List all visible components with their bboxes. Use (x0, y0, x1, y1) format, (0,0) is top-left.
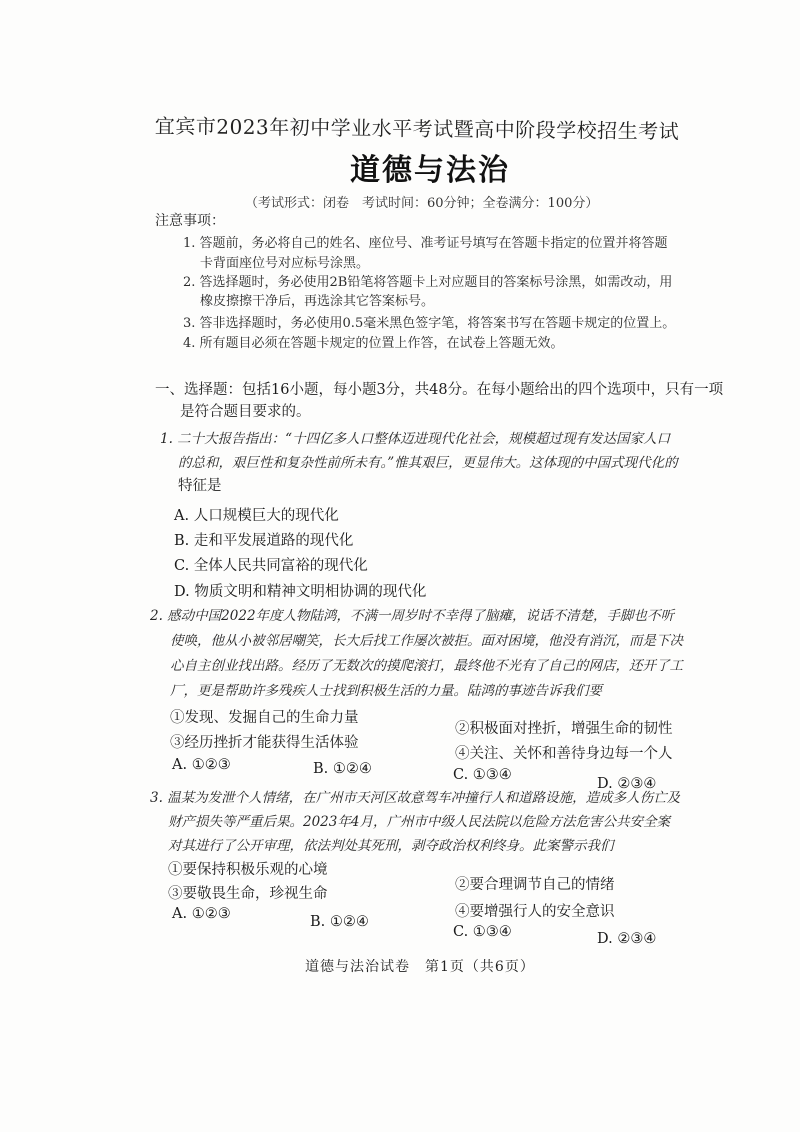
note-item-3: 3. 答非选择题时，务必使用0.5毫米黑色签字笔，将答案书写在答题卡规定的位置上。 (183, 316, 676, 331)
q3-statement-1: ①要保持积极乐观的心境 (168, 862, 328, 878)
q2-statement-1: ①发现、发掘自己的生命力量 (170, 710, 359, 726)
q3-statement-2: ②要合理调节自己的情绪 (455, 877, 615, 893)
notes-heading: 注意事项： (155, 213, 225, 229)
q2-option-c: C. ①③④ (453, 767, 512, 783)
q3-option-c: C. ①③④ (453, 924, 512, 940)
q3-option-a: A. ①②③ (172, 906, 231, 922)
section-heading: 一、选择题：包括16小题，每小题3分，共48分。在每小题给出的四个选项中，只有一项 (155, 382, 724, 398)
note-item-2-cont: 橡皮擦擦干净后，再选涂其它答案标号。 (200, 294, 435, 309)
note-item-2: 2. 答选择题时，务必使用2B铅笔将答题卡上对应题目的答案标号涂黑，如需改动，用 (183, 275, 673, 290)
q3-stem-line3: 对其进行了公开审理，依法判处其死刑，剥夺政治权利终身。此案警示我们 (168, 838, 614, 854)
page-footer: 道德与法治试卷 第1页（共6页） (305, 959, 535, 975)
q3-stem-line1: 3. 温某为发泄个人情绪，在广州市天河区故意驾车冲撞行人和道路设施，造成多人伤亡及 (150, 790, 681, 806)
section-heading-cont: 是符合题目要求的。 (180, 404, 311, 420)
q2-stem-line1: 2. 感动中国2022年度人物陆鸿，不满一周岁时不幸得了脑瘫，说话不清楚，手脚也不听 (150, 608, 675, 624)
q1-stem-line3: 特征是 (178, 478, 222, 494)
q2-stem-line3: 心自主创业找出路。经历了无数次的摸爬滚打，最终他不光有了自己的网店，还开了工 (170, 658, 683, 674)
q2-option-b: B. ①②④ (313, 761, 372, 777)
q2-statement-2: ②积极面对挫折，增强生命的韧性 (455, 721, 673, 737)
exam-meta: （考试形式：闭卷 考试时间：60分钟；全卷满分：100分） (245, 196, 599, 211)
q1-option-c: C. 全体人民共同富裕的现代化 (174, 558, 368, 574)
subject-title: 道德与法治 (350, 153, 510, 188)
q1-option-b: B. 走和平发展道路的现代化 (174, 533, 354, 549)
q3-stem-line2: 财产损失等严重后果。2023年4月，广州市中级人民法院以危险方法危害公共安全案 (168, 814, 670, 830)
note-item-1: 1. 答题前，务必将自己的姓名、座位号、准考证号填写在答题卡指定的位置并将答题 (183, 236, 668, 251)
q2-stem-line4: 厂，更是帮助许多残疾人士找到积极生活的力量。陆鸿的事迹告诉我们要 (170, 683, 602, 699)
q2-stem-line2: 使唤，他从小被邻居嘲笑，长大后找工作屡次被拒。面对困境，他没有消沉，而是下决 (170, 633, 683, 649)
q1-option-d: D. 物质文明和精神文明相协调的现代化 (174, 584, 427, 600)
q1-stem-line2: 的总和，艰巨性和复杂性前所未有。”惟其艰巨，更显伟大。这体现的中国式现代化的 (178, 455, 678, 471)
q2-option-a: A. ①②③ (172, 757, 231, 773)
q3-statement-4: ④要增强行人的安全意识 (455, 904, 615, 920)
q2-statement-3: ③经历挫折才能获得生活体验 (170, 735, 359, 751)
exam-title: 宜宾市2023年初中学业水平考试暨高中阶段学校招生考试 (154, 113, 680, 144)
q2-statement-4: ④关注、关怀和善待身边每一个人 (455, 746, 673, 762)
q2-option-d: D. ②③④ (597, 776, 657, 792)
q3-statement-3: ③要敬畏生命，珍视生命 (168, 886, 328, 902)
q3-option-d: D. ②③④ (597, 931, 657, 947)
note-item-1-cont: 卡背面座位号对应标号涂黑。 (200, 256, 370, 271)
q3-option-b: B. ①②④ (310, 914, 369, 930)
q1-stem-line1: 1. 二十大报告指出：“十四亿多人口整体迈进现代化社会，规模超过现有发达国家人口 (160, 431, 671, 447)
note-item-4: 4. 所有题目必须在答题卡规定的位置上作答，在试卷上答题无效。 (183, 336, 564, 351)
q1-option-a: A. 人口规模巨大的现代化 (174, 508, 339, 524)
